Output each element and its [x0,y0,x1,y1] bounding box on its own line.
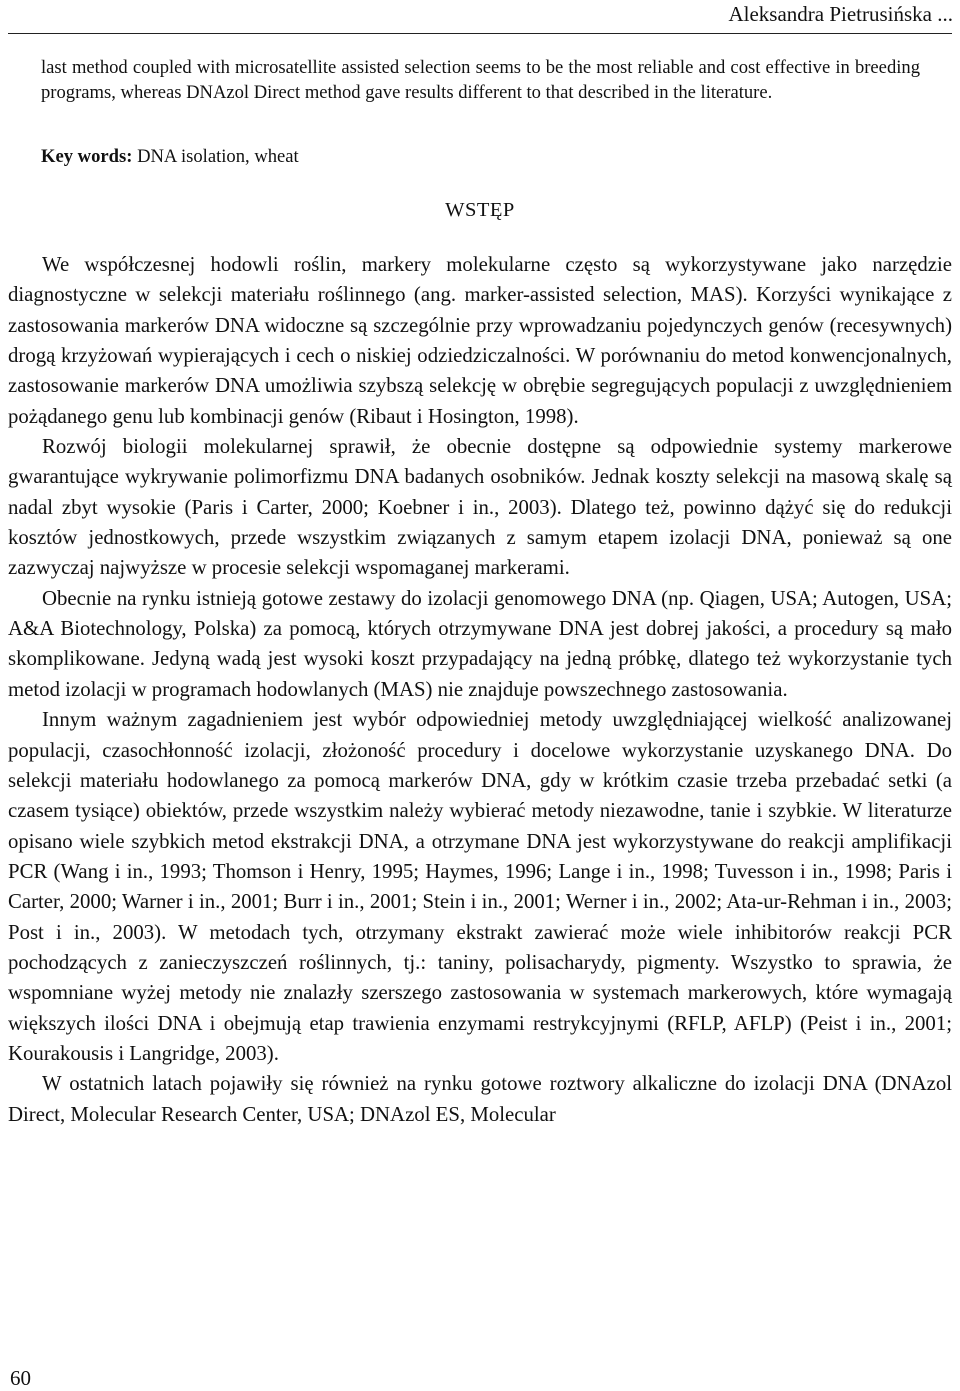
keywords-value: DNA isolation, wheat [137,146,299,167]
paragraph: Innym ważnym zagadnieniem jest wybór odpowiedniej metody uwzględniającej wielkość analizowanej populacji, czasochłonność izolacji, złożoność procedury i docelowe wykorzystanie uzyskanego DNA. Do selekcji materiału hodowlanego za pomocą markerów DNA, gdy w krótkim czasie trzeba przebadać setki (a czasem tysiące) obiektów, przede wszystkim należy wybierać metody niezawodne, tanie i szybkie. W literaturze opisano wiele szybkich metod ekstrakcji DNA, a otrzymane DNA jest wykorzystywane do reakcji amplifikacji PCR (Wang i in., 1993; Thomson i Henry, 1995; Haymes, 1996; Lange i in., 1998; Tuvesson i in., 1998; Paris i Carter, 2000; Warner i in., 2001; Burr i in., 2001; Stein i in., 2001; Werner i in., 2002; Ata-ur-Rehman i in., 2003; Post i in., 2003). W metodach tych, otrzymany ekstrakt zawierać może wiele inhibitorów reakcji PCR pochodzących z zanieczyszczeń roślinnych, tj.: taniny, polisacharydy, pigmenty. Wszystko to sprawia, że wspomniane wyżej metody nie znalazły szerszego zastosowania w systemach markerowych, które wymagają większych ilości DNA i obejmują etap trawienia enzymami restrykcyjnymi (RFLP, AFLP) (Peist i in., 2001; Kourakousis i Langridge, 2003). [8,708,952,1065]
keywords-label: Key words: [41,146,133,167]
paragraph: Obecnie na rynku istnieją gotowe zestawy do izolacji genomowego DNA (np. Qiagen, USA; Autogen, USA; A&A Biotechnology, Polska) za pomocą, których otrzymywane DNA jest dobrej jakości, a procedury są mało skomplikowane. Jedyną wadą jest wysoki koszt przypadający na jedną próbkę, dlatego też wykorzystanie tych metod izolacji w programach hodowlanych (MAS) nie znajduje powszechnego zastosowania. [8,586,952,701]
paragraph: W ostatnich latach pojawiły się również na rynku gotowe roztwory alkaliczne do izolacji DNA (DNAzol Direct, Molecular Research Center, USA; DNAzol ES, Molecular [8,1072,952,1126]
page-number: 60 [10,1366,31,1390]
paragraph: We współczesnej hodowli roślin, markery molekularne często są wykorzystywane jako narzędzie diagnostyczne w selekcji materiału roślinnego (ang. marker-assisted selection, MAS). Korzyści wynikające z zastosowania markerów DNA widoczne są szczególnie przy wprowadzaniu pojedynczych genów (recesywnych) drogą krzyżowań wypierających i cech o niskiej odziedziczalności. W porównaniu do metod konwencjonalnych, zastosowanie markerów DNA umożliwia szybszą selekcję w obrębie segregujących populacji z uwzględnieniem pożądanego genu lub kombinacji genów (Ribaut i Hosington, 1998). [8,253,952,428]
section-heading: WSTĘP [445,199,515,221]
abstract-text: last method coupled with microsatellite assisted selection seems to be the most reliable and cost effective in breeding programs, whereas DNAzol Direct method gave results different to that described in the literature. [41,57,920,103]
running-header: Aleksandra Pietrusińska ... [728,2,953,26]
body-text [8,250,952,1130]
header-rule [8,33,952,34]
keywords-line [41,146,299,168]
paragraph: Rozwój biologii molekularnej sprawił, że obecnie dostępne są odpowiednie systemy markerowe gwarantujące wykrywanie polimorfizmu DNA badanych osobników. Jednak koszty selekcji na masową skalę są nadal zbyt wysokie (Paris i Carter, 2000; Koebner i in., 2003). Dlatego też, powinno dążyć się do redukcji kosztów jednostkowych, przede wszystkim związanych z samym etapem izolacji DNA, ponieważ są one zazwyczaj najwyższe w procesie selekcji wspomaganej markerami. [8,435,952,580]
